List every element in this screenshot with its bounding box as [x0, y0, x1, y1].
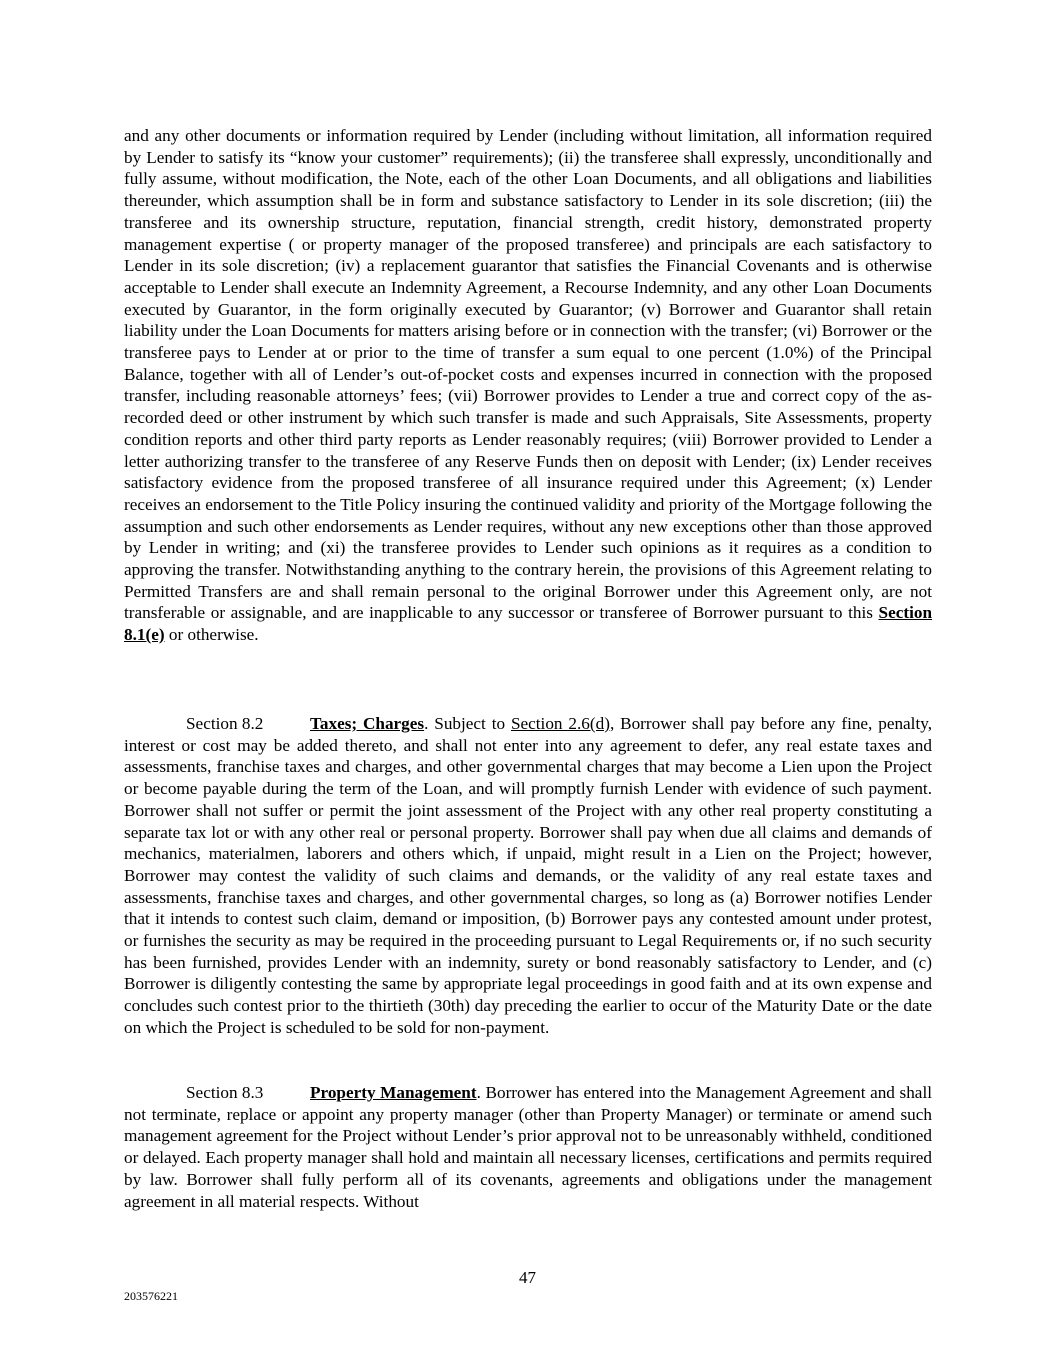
- paragraph-transfer-conditions: [124, 125, 932, 646]
- document-id: 203576221: [124, 1289, 178, 1303]
- section-intro: . Subject to: [424, 714, 511, 733]
- section-text: , Borrower shall pay before any fine, penalty, interest or cost may be added thereto, and shall not enter into any agreement to defer, any real estate taxes and assessments, franchise taxes and charges, and other governmental charges that may become a Lien upon the Project or become payable during the term of the Loan, and will promptly furnish Lender with evidence of such payment. Borrower shall not suffer or permit the joint assessment of the Project with any other real property constituting a separate tax lot or with any other real or personal property. Borrower shall pay when due all claims and demands of mechanics, materialmen, laborers and others which, if unpaid, might result in a Lien on the Project; however, Borrower may contest the validity of such claims and demands, or the validity of any real estate taxes and assessments, franchise taxes and charges, and other governmental charges, so long as (a) Borrower notifies Lender that it intends to contest such claim, demand or imposition, (b) Borrower pays any contested amount under protest, or furnishes the security as may be required in the proceeding pursuant to Legal Requirements or, if no such security has been furnished, provides Lender with an indemnity, surety or bond reasonably satisfactory to Lender, and (c) Borrower is diligently contesting the same by appropriate legal proceedings in good faith and at its own expense and concludes such contest prior to the thirtieth (30th) day preceding the earlier to occur of the Maturity Date or the date on which the Project is scheduled to be sold for non-payment.: [124, 714, 933, 1037]
- section-8-3: [124, 1082, 932, 1212]
- section-reference: Section 2.6(d): [510, 714, 610, 733]
- section-heading: Property Management: [310, 1083, 477, 1102]
- page-number: 47: [519, 1268, 536, 1287]
- section-number: Section 8.3: [186, 1083, 264, 1102]
- section-number: Section 8.2: [186, 714, 264, 733]
- section-8-2: [124, 713, 932, 1039]
- section-text: . Borrower has entered into the Management Agreement and shall not terminate, replace or appoint any property manager (other than Property Manager) or terminate or amend such management agreement for the Project without Lender’s prior approval not to be unreasonably withheld, conditioned or delayed. Each property manager shall hold and maintain all necessary licenses, certifications and permits required by law. Borrower shall fully perform all of its covenants, agreements and obligations under the management agreement in all material respects. Without: [124, 1083, 932, 1211]
- section-heading: Taxes; Charges: [310, 714, 425, 733]
- paragraph-text: and any other documents or information required by Lender (including without limitation, all information required by Lender to satisfy its “know your customer” requirements); (ii) the transferee shall expressly, unconditionally and fully assume, without modification, the Note, each of the other Loan Documents, and all obligations and liabilities thereunder, which assumption shall be in form and substance satisfactory to Lender in its sole discretion; (iii) the transferee and its ownership structure, reputation, financial strength, credit history, demonstrated property management expertise ( or property manager of the proposed transferee) and principals are each satisfactory to Lender in its sole discretion; (iv) a replacement guarantor that satisfies the Financial Covenants and is otherwise acceptable to Lender shall execute an Indemnity Agreement, a Recourse Indemnity, and any other Loan Documents executed by Guarantor, in the form originally executed by Guarantor; (v) Borrower and Guarantor shall retain liability under the Loan Documents for matters arising before or in connection with the transfer; (vi) Borrower or the transferee pays to Lender at or prior to the time of transfer a sum equal to one percent (1.0%) of the Principal Balance, together with all of Lender’s out-of-pocket costs and expenses incurred in connection with the proposed transfer, including reasonable attorneys’ fees; (vii) Borrower provides to Lender a true and correct copy of the as-recorded deed or other instrument by which such transfer is made and such Appraisals, Site Assessments, property condition reports and other third party reports as Lender reasonably requires; (viii) Borrower provided to Lender a letter authorizing transfer to the transferee of any Reserve Funds then on deposit with Lender; (ix) Lender receives satisfactory evidence from the proposed transferee of all insurance required under this Agreement; (x) Lender receives an endorsement to the Title Policy insuring the continued validity and priority of the Mortgage following the assumption and such other endorsements as Lender requires, without any new exceptions other than those approved by Lender in writing; and (xi) the transferee provides to Lender such opinions as it requires as a condition to approving the transfer. Notwithstanding anything to the contrary herein, the provisions of this Agreement relating to Permitted Transfers are and shall remain personal to the original Borrower under this Agreement only, are not transferable or assignable, and are inapplicable to any successor or transferee of Borrower pursuant to this: [124, 126, 932, 623]
- section-reference: Section 8.1(e): [124, 603, 932, 645]
- paragraph-tail: or otherwise.: [164, 625, 259, 645]
